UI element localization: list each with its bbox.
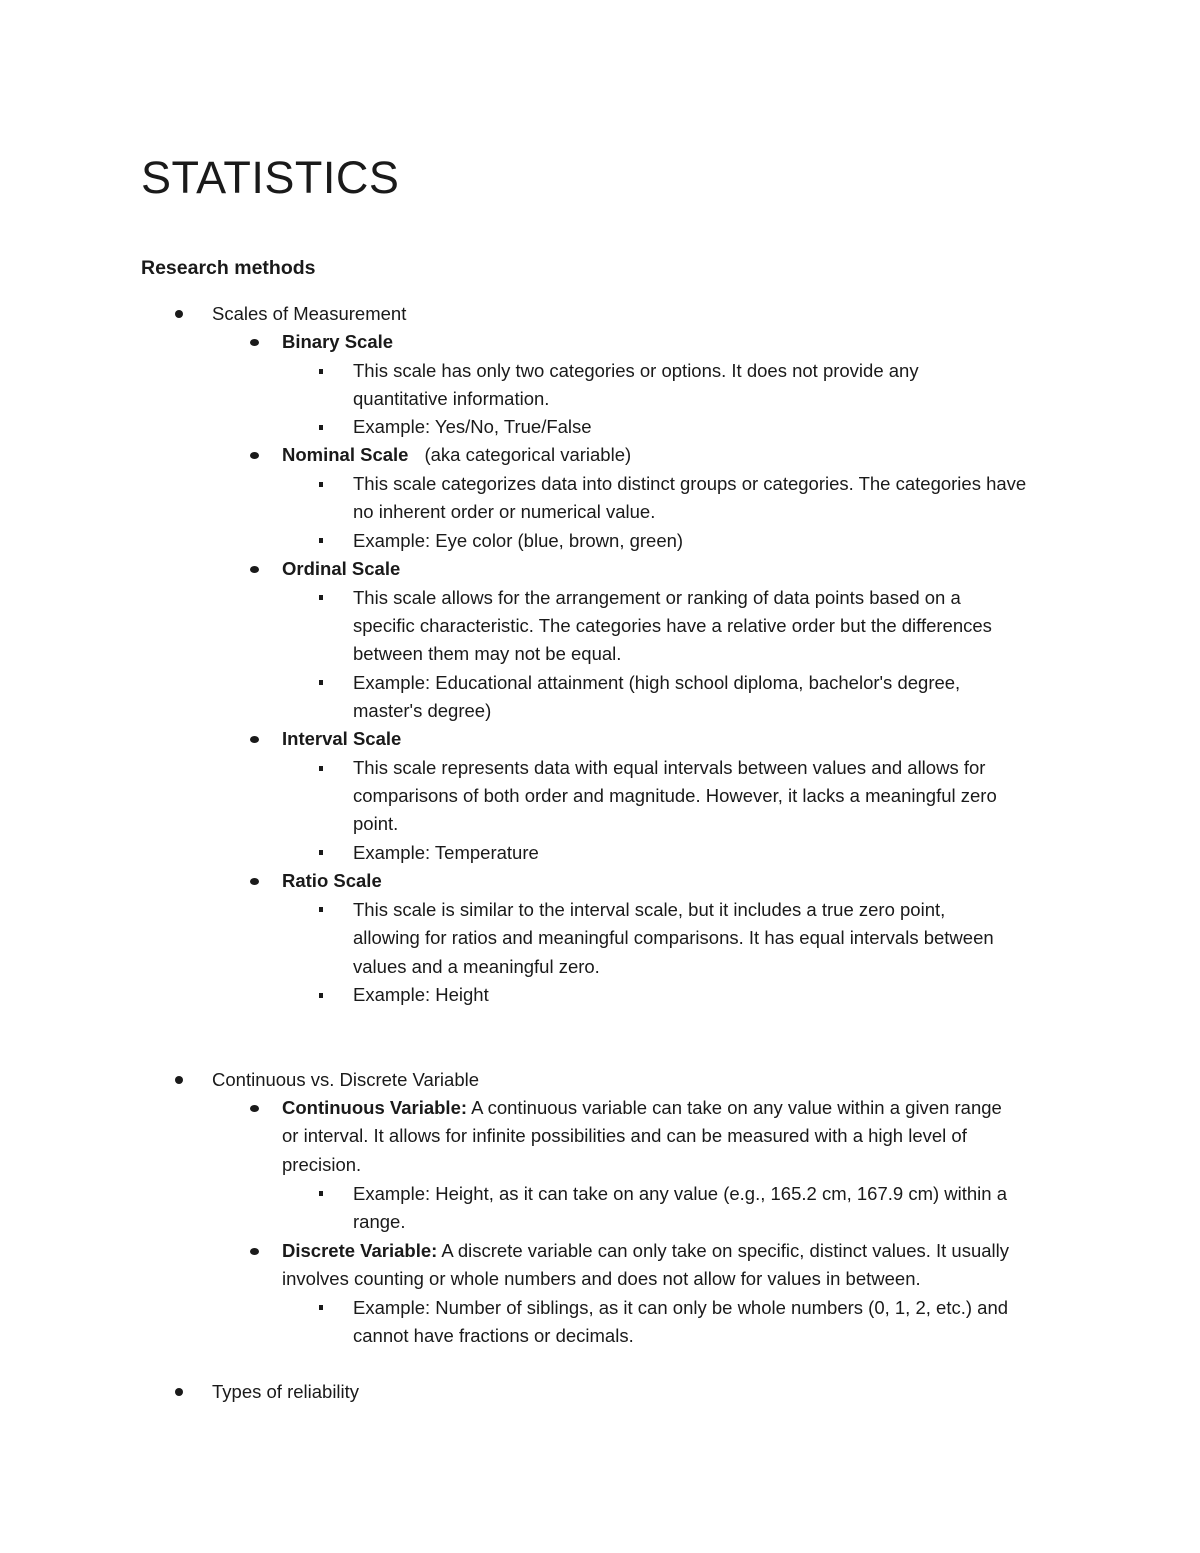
bullet-square-icon bbox=[319, 1191, 323, 1196]
continuous-desc-text: A continuous variable can take on any value within a given range bbox=[467, 1097, 1002, 1118]
term-continuous-variable: Continuous Variable: bbox=[282, 1097, 468, 1118]
ordinal-desc-line-3: between them may not be equal. bbox=[353, 643, 622, 664]
list-item-binary-scale bbox=[282, 328, 393, 356]
nominal-desc-line-2: no inherent order or numerical value. bbox=[353, 501, 656, 522]
bullet-square-icon bbox=[319, 538, 323, 543]
binary-example: Example: Yes/No, True/False bbox=[353, 416, 592, 437]
ordinal-example-line-1: Example: Educational attainment (high school diploma, bachelor's degree, bbox=[353, 672, 961, 693]
list-item-interval-scale bbox=[282, 725, 401, 753]
bullet-dot-icon bbox=[250, 1105, 259, 1112]
list-item-ordinal-scale bbox=[282, 555, 400, 583]
list-item-types-of-reliability: Types of reliability bbox=[212, 1381, 360, 1402]
ordinal-example-line-2: master's degree) bbox=[353, 700, 492, 721]
section-heading-research-methods: Research methods bbox=[141, 257, 316, 279]
discrete-example-line-1: Example: Number of siblings, as it can only be whole numbers (0, 1, 2, etc.) and bbox=[353, 1297, 1009, 1318]
continuous-desc-line-1 bbox=[282, 1094, 1002, 1122]
bullet-dot-icon bbox=[250, 566, 259, 573]
binary-desc-line-2: quantitative information. bbox=[353, 388, 550, 409]
list-item-scales-of-measurement: Scales of Measurement bbox=[212, 303, 407, 324]
continuous-example-line-1: Example: Height, as it can take on any value (e.g., 165.2 cm, 167.9 cm) within a bbox=[353, 1183, 1008, 1204]
list-item-nominal-scale bbox=[282, 441, 631, 469]
term-discrete-variable: Discrete Variable: bbox=[282, 1240, 438, 1261]
bullet-square-icon bbox=[319, 369, 323, 374]
interval-example: Example: Temperature bbox=[353, 842, 539, 863]
bullet-dot-icon bbox=[175, 310, 183, 318]
nominal-desc-line-1: This scale categorizes data into distinct groups or categories. The categories have bbox=[353, 473, 1027, 494]
bullet-dot-icon bbox=[250, 736, 259, 743]
ratio-desc-line-2: allowing for ratios and meaningful comparisons. It has equal intervals between bbox=[353, 927, 994, 948]
bullet-dot-icon bbox=[250, 1248, 259, 1255]
continuous-desc-line-2: or interval. It allows for infinite possibilities and can be measured with a high level of bbox=[282, 1125, 967, 1146]
ordinal-desc-line-2: specific characteristic. The categories have a relative order but the differences bbox=[353, 615, 992, 636]
ordinal-desc-line-1: This scale allows for the arrangement or ranking of data points based on a bbox=[353, 587, 961, 608]
bullet-dot-icon bbox=[175, 1076, 183, 1084]
discrete-desc-line-2: involves counting or whole numbers and does not allow for values in between. bbox=[282, 1268, 921, 1289]
continuous-example-line-2: range. bbox=[353, 1211, 406, 1232]
bullet-square-icon bbox=[319, 425, 323, 430]
term-nominal-scale: Nominal Scale bbox=[282, 444, 409, 465]
discrete-desc-line-1 bbox=[282, 1237, 1009, 1265]
bullet-square-icon bbox=[319, 482, 323, 487]
ratio-desc-line-3: values and a meaningful zero. bbox=[353, 956, 600, 977]
term-ordinal-scale: Ordinal Scale bbox=[282, 558, 401, 579]
nominal-example: Example: Eye color (blue, brown, green) bbox=[353, 530, 684, 551]
bullet-square-icon bbox=[319, 1305, 323, 1310]
bullet-dot-icon bbox=[250, 339, 259, 346]
bullet-square-icon bbox=[319, 993, 323, 998]
bullet-square-icon bbox=[319, 907, 323, 912]
term-interval-scale: Interval Scale bbox=[282, 728, 402, 749]
bullet-square-icon bbox=[319, 850, 323, 855]
nominal-note: (aka categorical variable) bbox=[424, 444, 632, 465]
bullet-square-icon bbox=[319, 680, 323, 685]
bullet-square-icon bbox=[319, 595, 323, 600]
interval-desc-line-1: This scale represents data with equal intervals between values and allows for bbox=[353, 757, 986, 778]
list-item-continuous-vs-discrete: Continuous vs. Discrete Variable bbox=[212, 1069, 480, 1090]
ratio-example: Example: Height bbox=[353, 984, 489, 1005]
bullet-dot-icon bbox=[175, 1388, 183, 1396]
discrete-example-line-2: cannot have fractions or decimals. bbox=[353, 1325, 634, 1346]
bullet-square-icon bbox=[319, 766, 323, 771]
term-ratio-scale: Ratio Scale bbox=[282, 870, 382, 891]
continuous-desc-line-3: precision. bbox=[282, 1154, 362, 1175]
bullet-dot-icon bbox=[250, 452, 259, 459]
discrete-desc-text: A discrete variable can only take on specific, distinct values. It usually bbox=[437, 1240, 1010, 1261]
term-binary-scale: Binary Scale bbox=[282, 331, 394, 352]
interval-desc-line-2: comparisons of both order and magnitude. However, it lacks a meaningful zero bbox=[353, 785, 997, 806]
binary-desc-line-1: This scale has only two categories or options. It does not provide any bbox=[353, 360, 919, 381]
ratio-desc-line-1: This scale is similar to the interval scale, but it includes a true zero point, bbox=[353, 899, 946, 920]
interval-desc-line-3: point. bbox=[353, 813, 399, 834]
document-title: STATISTICS bbox=[141, 152, 400, 203]
list-item-ratio-scale bbox=[282, 867, 382, 895]
bullet-dot-icon bbox=[250, 878, 259, 885]
